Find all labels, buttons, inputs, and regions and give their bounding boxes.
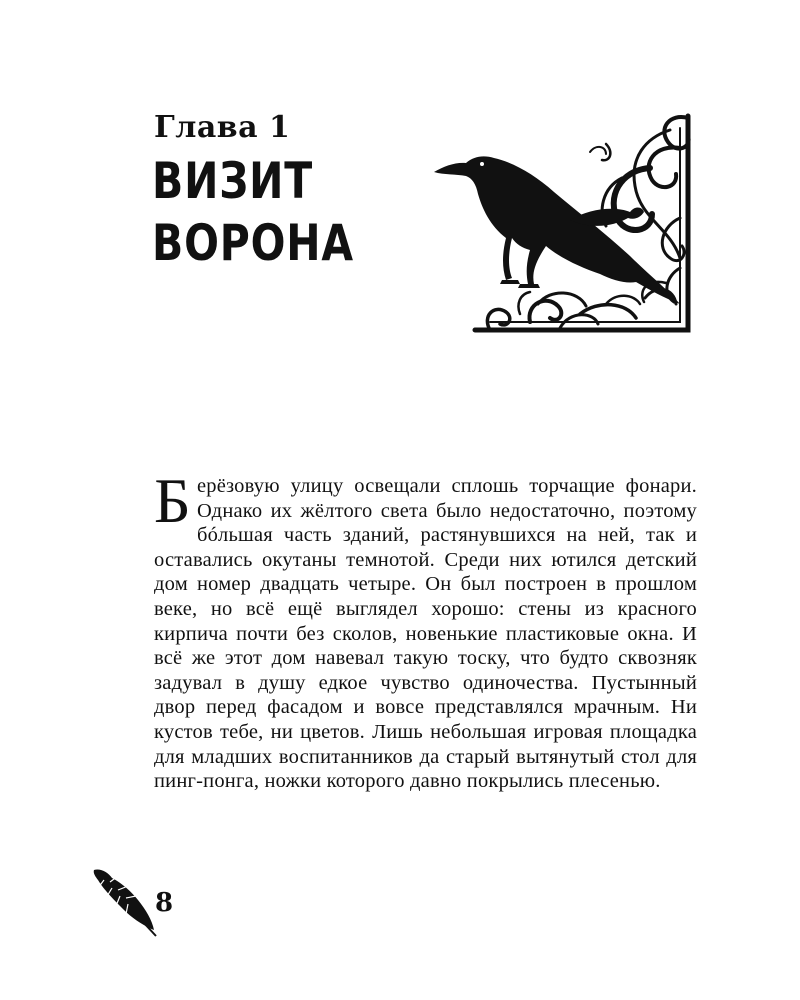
page-number: 8 — [155, 888, 174, 918]
dropcap-letter: Б — [154, 465, 191, 536]
body-paragraph: ерёзовую улицу освещали сплошь торчащие фонари. Однако их жёлтого света было недостаточно, поэтому бóльшая часть зданий, растянувшихся на ней, так и оставались окутаны темнотой. Среди них ютился детский дом номер двадцать четыре. Он был построен в прошлом веке, но всё ещё выглядел хорошо: стены из красного кирпича почти без сколов, новенькие пластиковые окна. И всё же этот дом навевал такую тоску, что будто сквозняк задувал в душу едкое чувство одиночества. Пустынный двор перед фасадом и вовсе представлялся мрачным. Ни кустов тебе, ни цветов. Лишь небольшая игровая площадка для младших воспитанников да старый вытянутый стол для пинг-понга, ножки которого давно покрылись плесенью. — [154, 475, 697, 793]
chapter-title — [152, 150, 354, 274]
chapter-title-line-2: ВОРОНА — [152, 214, 354, 272]
chapter-label: Глава 1 — [154, 110, 291, 145]
feather-icon — [90, 866, 160, 938]
raven-icon — [430, 108, 700, 338]
chapter-body-text — [154, 465, 697, 794]
chapter-title-line-1: ВИЗИТ — [152, 152, 314, 210]
